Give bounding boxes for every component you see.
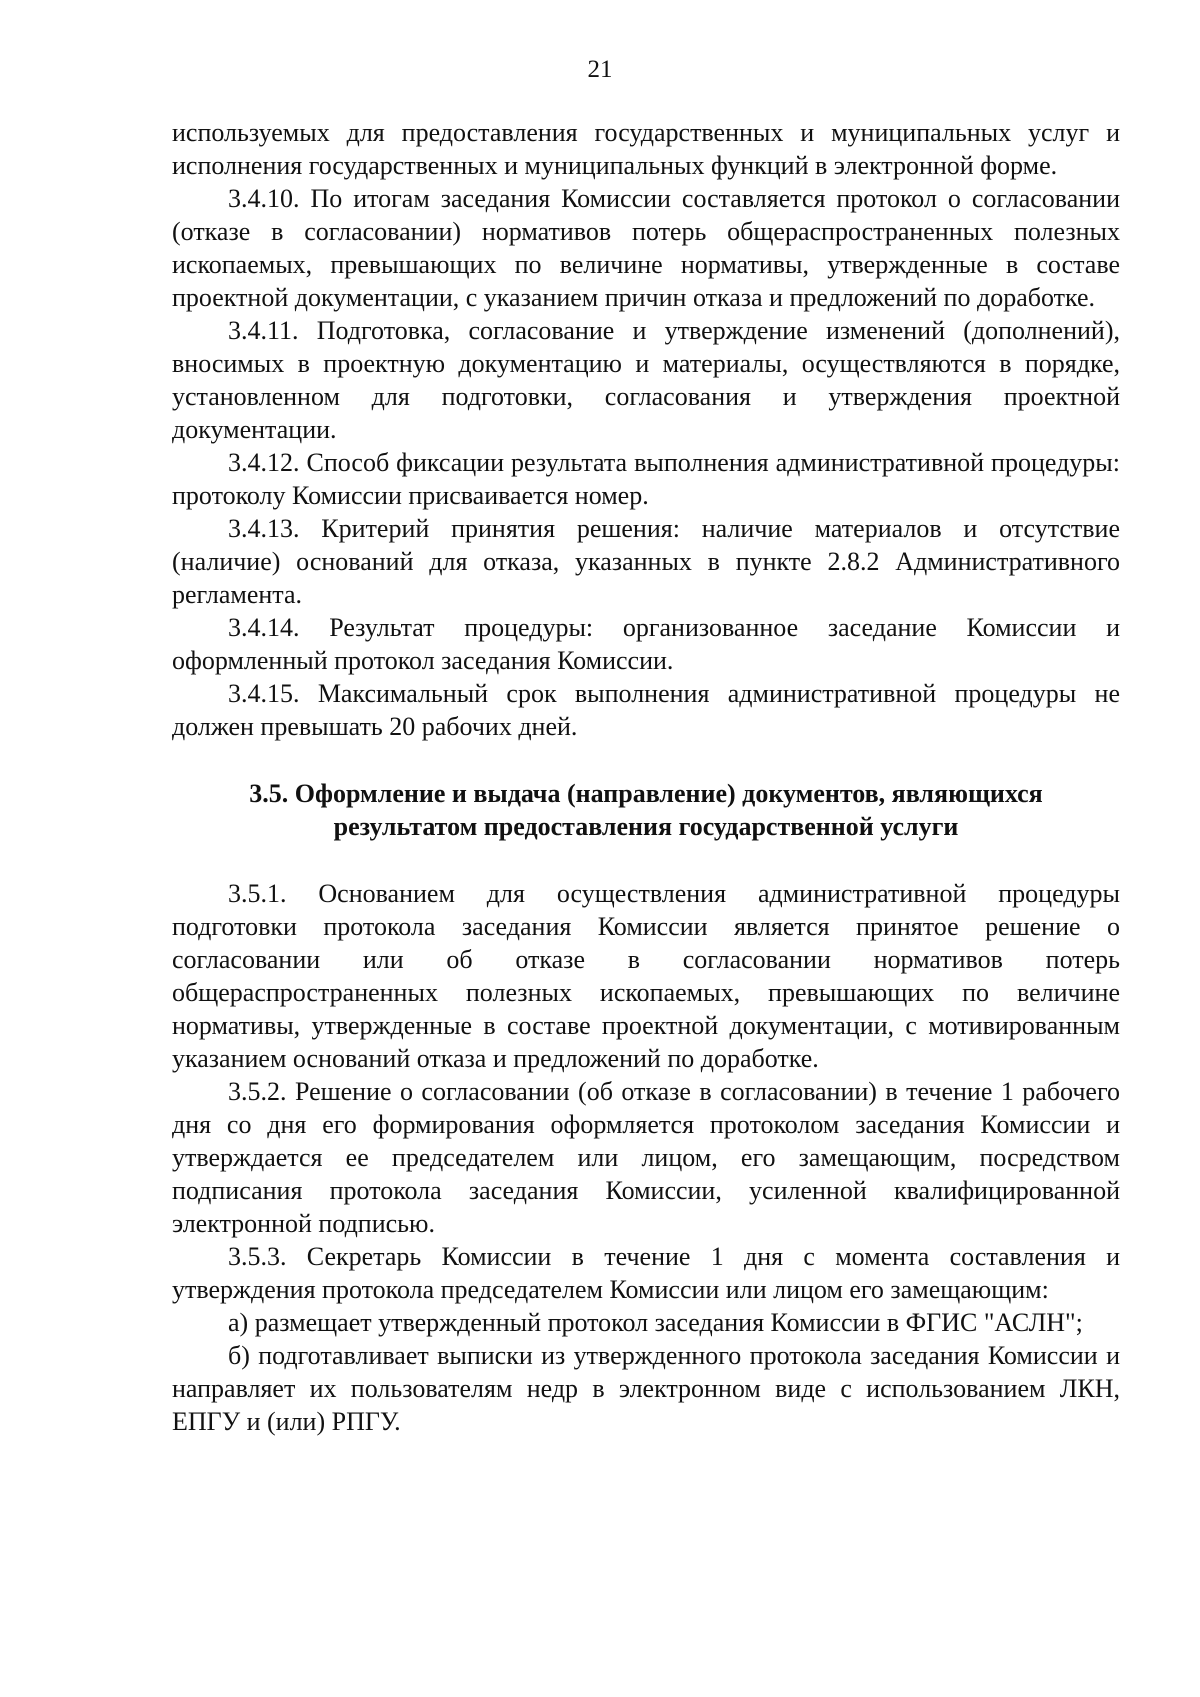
paragraph-3-4-13: 3.4.13. Критерий принятия решения: наличие материалов и отсутствие (наличие) оснований для отказа, указанных в пункте 2.8.2 Административного регламента. bbox=[172, 514, 1120, 609]
paragraph-3-4-14: 3.4.14. Результат процедуры: организованное заседание Комиссии и оформленный протокол заседания Комиссии. bbox=[172, 613, 1120, 675]
section-title-line-1: 3.5. Оформление и выдача (направление) документов, являющихся bbox=[249, 779, 1043, 808]
section-title bbox=[172, 777, 1120, 843]
paragraph-3-4-15: 3.4.15. Максимальный срок выполнения административной процедуры не должен превышать 20 рабочих дней. bbox=[172, 679, 1120, 741]
paragraph-3-4-11: 3.4.11. Подготовка, согласование и утверждение изменений (дополнений), вносимых в проектную документацию и материалы, осуществляются в порядке, установленном для подготовки, согласования и утверждения проектной документации. bbox=[172, 316, 1120, 444]
page-number: 21 bbox=[587, 56, 613, 83]
paragraph-item-a: а) размещает утвержденный протокол заседания Комиссии в ФГИС "АСЛН"; bbox=[228, 1308, 1083, 1337]
paragraph-3-5-3: 3.5.3. Секретарь Комиссии в течение 1 дня с момента составления и утверждения протокола председателем Комиссии или лицом его замещающим: bbox=[172, 1242, 1120, 1304]
paragraph-item-b: б) подготавливает выписки из утвержденного протокола заседания Комиссии и направляет их пользователям недр в электронном виде с использованием ЛКН, ЕПГУ и (или) РПГУ. bbox=[172, 1341, 1120, 1436]
section-title-line-2: результатом предоставления государственной услуги bbox=[333, 812, 959, 841]
paragraph-3-5-2: 3.5.2. Решение о согласовании (об отказе в согласовании) в течение 1 рабочего дня со дня его формирования оформляется протоколом заседания Комиссии и утверждается ее председателем или лицом, его замещающим, посредством подписания протокола заседания Комиссии, усиленной квалифицированной электронной подписью. bbox=[172, 1077, 1120, 1238]
document-body bbox=[172, 116, 1120, 1438]
paragraph-3-4-12: 3.4.12. Способ фиксации результата выполнения административной процедуры: протоколу Комиссии присваивается номер. bbox=[172, 448, 1120, 510]
paragraph: используемых для предоставления государственных и муниципальных услуг и исполнения государственных и муниципальных функций в электронной форме. bbox=[172, 118, 1120, 180]
paragraph-3-4-10: 3.4.10. По итогам заседания Комиссии составляется протокол о согласовании (отказе в согласовании) нормативов потерь общераспространенных полезных ископаемых, превышающих по величине нормативы, утвержденные в составе проектной документации, с указанием причин отказа и предложений по доработке. bbox=[172, 184, 1120, 312]
paragraph-3-5-1: 3.5.1. Основанием для осуществления административной процедуры подготовки протокола заседания Комиссии является принятое решение о согласовании или об отказе в согласовании нормативов потерь общераспространенных полезных ископаемых, превышающих по величине нормативы, утвержденные в составе проектной документации, с мотивированным указанием оснований отказа и предложений по доработке. bbox=[172, 879, 1120, 1073]
